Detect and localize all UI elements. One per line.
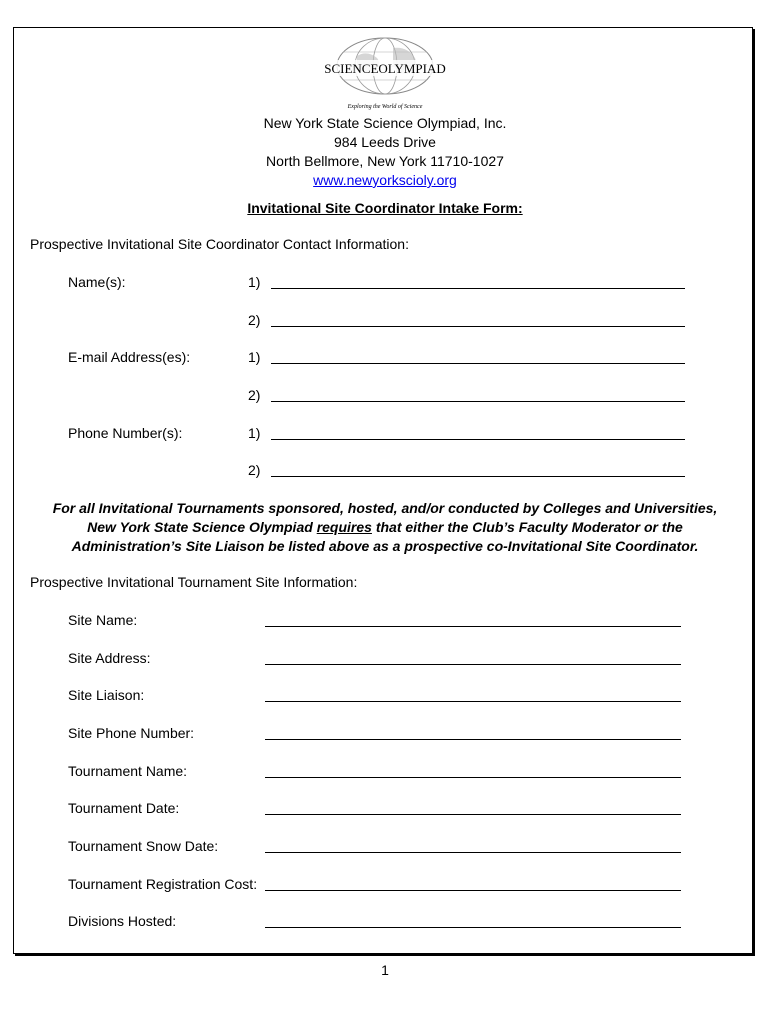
name-1-field[interactable] [271, 288, 685, 289]
tournament-name-label: Tournament Name: [68, 763, 188, 779]
item-number: 1) [248, 425, 261, 441]
snow-date-label: Tournament Snow Date: [68, 838, 219, 854]
site-field-row [68, 838, 708, 858]
name-2-field[interactable] [271, 326, 685, 327]
site-name-field[interactable] [265, 626, 681, 627]
notice-line-3: Administration’s Site Liaison be listed above as a prospective co-Invitational Site Coordinator. [71, 538, 699, 554]
registration-cost-field[interactable] [265, 890, 681, 891]
emails-label: E-mail Address(es): [68, 349, 191, 365]
site-field-row [68, 763, 708, 783]
site-field-row [68, 687, 708, 707]
item-number: 2) [248, 312, 261, 328]
email-2-field[interactable] [271, 401, 685, 402]
site-field-row [68, 913, 708, 933]
email-1-row [68, 349, 708, 369]
tournament-name-field[interactable] [265, 777, 681, 778]
names-label: Name(s): [68, 274, 126, 290]
site-phone-field[interactable] [265, 739, 681, 740]
notice-line-2-start: New York State Science Olympiad [87, 519, 317, 535]
phone-2-row [68, 462, 708, 482]
website-link[interactable]: www.newyorkscioly.org [313, 172, 457, 188]
notice-line-2 [40, 518, 730, 537]
notice-line-2-end: that either the Club’s Faculty Moderator or the [371, 519, 683, 535]
tournament-date-field[interactable] [265, 814, 681, 815]
email-2-row [68, 387, 708, 407]
page-number: 1 [381, 962, 389, 978]
site-phone-label: Site Phone Number: [68, 725, 195, 741]
site-field-row [68, 876, 708, 896]
item-number: 2) [248, 387, 261, 403]
site-address-field[interactable] [265, 664, 681, 665]
site-field-row [68, 650, 708, 670]
site-name-label: Site Name: [68, 612, 138, 628]
org-city: North Bellmore, New York 11710-1027 [266, 153, 504, 169]
item-number: 1) [248, 274, 261, 290]
site-field-row [68, 800, 708, 820]
item-number: 2) [248, 462, 261, 478]
form-title: Invitational Site Coordinator Intake Form: [247, 200, 523, 216]
science-olympiad-logo [305, 36, 465, 112]
notice-requires-emphasis: requires [316, 519, 372, 535]
org-street: 984 Leeds Drive [334, 134, 436, 150]
contact-section-heading: Prospective Invitational Site Coordinator Contact Information: [30, 236, 409, 252]
requirement-notice [40, 499, 730, 556]
notice-line-1: For all Invitational Tournaments sponsored, hosted, and/or conducted by Colleges and Universities, [52, 500, 718, 516]
site-address-label: Site Address: [68, 650, 151, 666]
phone-2-field[interactable] [271, 476, 685, 477]
site-field-row [68, 612, 708, 632]
org-name: New York State Science Olympiad, Inc. [263, 115, 507, 131]
logo-tagline: Exploring the World of Science [347, 104, 423, 110]
snow-date-field[interactable] [265, 852, 681, 853]
phones-label: Phone Number(s): [68, 425, 183, 441]
site-liaison-label: Site Liaison: [68, 687, 145, 703]
phone-1-row [68, 425, 708, 445]
name-1-row [68, 274, 708, 294]
site-section-heading: Prospective Invitational Tournament Site Information: [30, 574, 358, 590]
email-1-field[interactable] [271, 363, 685, 364]
tournament-date-label: Tournament Date: [68, 800, 180, 816]
name-2-row [68, 312, 708, 332]
divisions-hosted-field[interactable] [265, 927, 681, 928]
item-number: 1) [248, 349, 261, 365]
registration-cost-label: Tournament Registration Cost: [68, 876, 258, 892]
site-liaison-field[interactable] [265, 701, 681, 702]
divisions-hosted-label: Divisions Hosted: [68, 913, 177, 929]
logo-wordmark: SCIENCEOLYMPIAD [324, 61, 446, 76]
site-field-row [68, 725, 708, 745]
phone-1-field[interactable] [271, 439, 685, 440]
